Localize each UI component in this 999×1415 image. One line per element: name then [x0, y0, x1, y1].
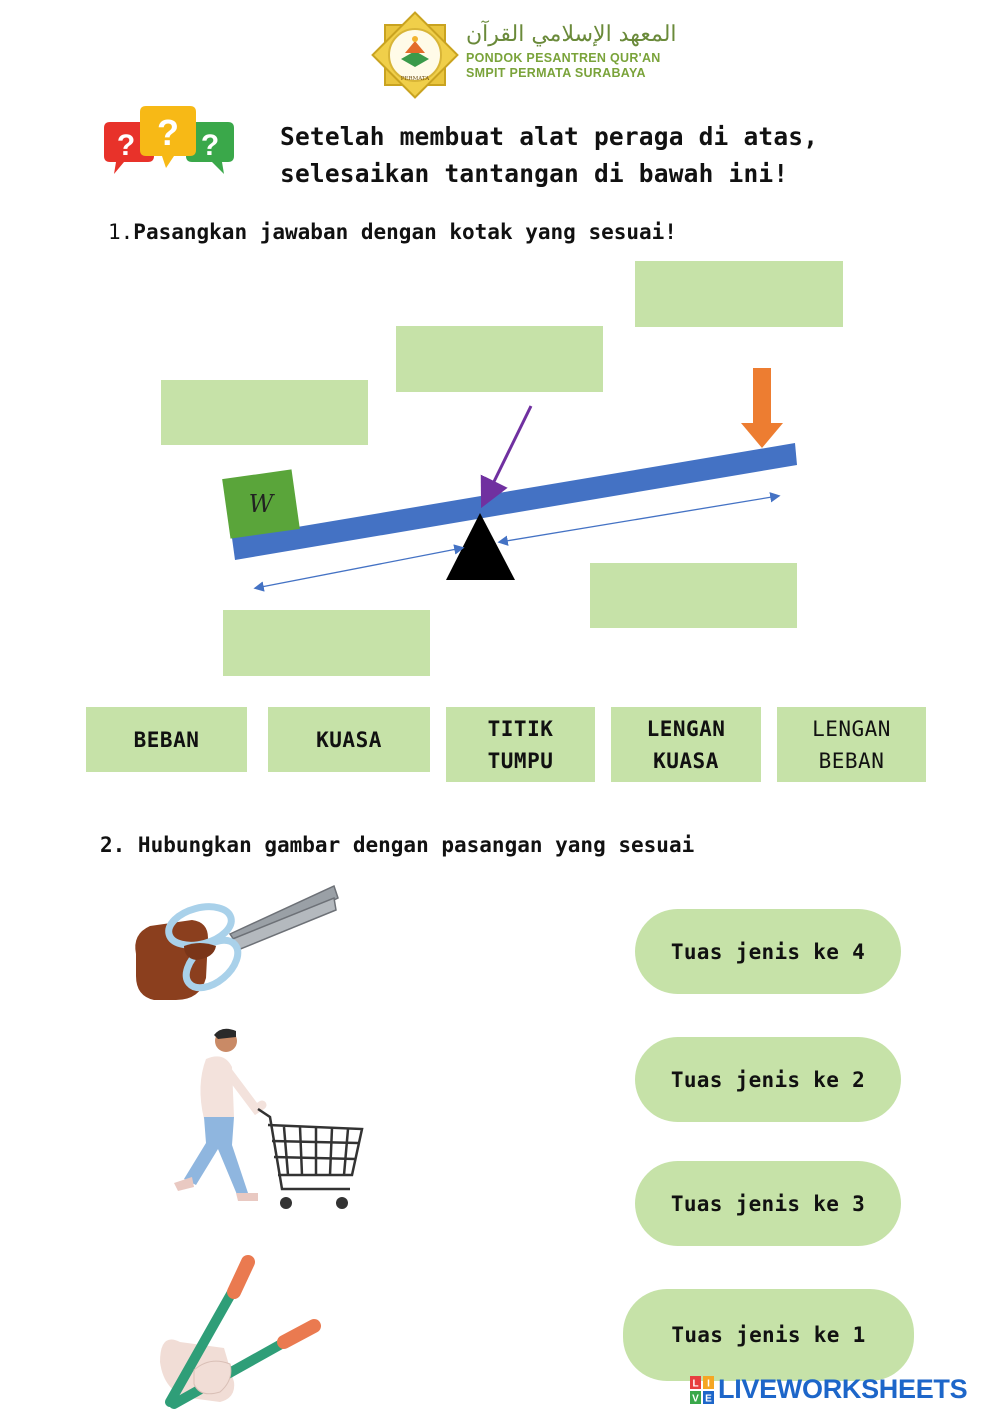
- school-arabic-name: المعهد الإسلامي القرآن: [466, 22, 677, 47]
- shopping-cart-person-image[interactable]: [166, 1025, 366, 1215]
- instruction-line2: selesaikan tantangan di bawah ini!: [280, 159, 789, 188]
- logo-caption: PERMATA: [400, 76, 430, 82]
- answer-tile-lengan-kuasa-line1: LENGAN: [646, 716, 726, 741]
- bubble-mark-yellow: ?: [157, 112, 179, 153]
- option-pill-4[interactable]: Tuas jenis ke 1: [623, 1289, 914, 1381]
- lever-diagram: [0, 0, 999, 700]
- school-name-line1: PONDOK PESANTREN QUR'AN: [466, 51, 661, 65]
- answer-tile-kuasa-line1: KUASA: [316, 727, 382, 752]
- answer-tile-lengan-kuasa[interactable]: [611, 707, 761, 782]
- weight-label: W: [248, 490, 274, 518]
- load-arm-arrow: [256, 548, 462, 588]
- answer-tile-lengan-beban[interactable]: [777, 707, 926, 782]
- option-pill-3[interactable]: Tuas jenis ke 3: [635, 1161, 901, 1246]
- scissors-hand-image[interactable]: [130, 884, 340, 1006]
- answer-tile-beban[interactable]: [86, 707, 247, 772]
- answer-tile-lengan-beban-line2: BEBAN: [818, 748, 885, 773]
- answer-tile-titik-tumpu[interactable]: [446, 707, 595, 782]
- badge-letter-v: V: [692, 1393, 699, 1404]
- question1-text: Pasangkan jawaban dengan kotak yang sesuai!: [133, 220, 677, 244]
- lever-beam: [232, 443, 797, 560]
- answer-tile-lengan-kuasa-line2: KUASA: [653, 748, 719, 773]
- badge-letter-l: L: [692, 1378, 699, 1389]
- answer-tile-titik-tumpu-line1: TITIK: [487, 716, 554, 741]
- force-arrow-icon: [741, 368, 783, 448]
- badge-letter-i: I: [707, 1378, 710, 1389]
- bubble-mark-red: ?: [116, 129, 136, 162]
- pivot-pointer-arrow: [485, 406, 531, 500]
- liveworksheets-brand[interactable]: [690, 1374, 967, 1405]
- liveworksheets-wordmark: LIVEWORKSHEETS: [718, 1374, 968, 1404]
- tongs-hand-image[interactable]: [150, 1252, 330, 1414]
- question1-number: 1.: [108, 220, 134, 244]
- option-pill-2[interactable]: Tuas jenis ke 2: [635, 1037, 901, 1122]
- answer-tile-beban-line1: BEBAN: [133, 727, 200, 752]
- instruction-line1: Setelah membuat alat peraga di atas,: [280, 122, 819, 151]
- school-name-line2: SMPIT PERMATA SURABAYA: [466, 66, 646, 80]
- answer-tile-titik-tumpu-line2: TUMPU: [487, 748, 554, 773]
- answer-tile-lengan-beban-line1: LENGAN: [812, 716, 891, 741]
- bubble-mark-green: ?: [200, 129, 220, 162]
- question2-heading: 2. Hubungkan gambar dengan pasangan yang sesuai: [100, 833, 695, 857]
- badge-letter-e: E: [705, 1393, 712, 1404]
- fulcrum-triangle: [446, 513, 515, 580]
- answer-tile-kuasa[interactable]: [268, 707, 430, 772]
- liveworksheets-badge-icon: [690, 1376, 714, 1404]
- option-pill-1[interactable]: Tuas jenis ke 4: [635, 909, 901, 994]
